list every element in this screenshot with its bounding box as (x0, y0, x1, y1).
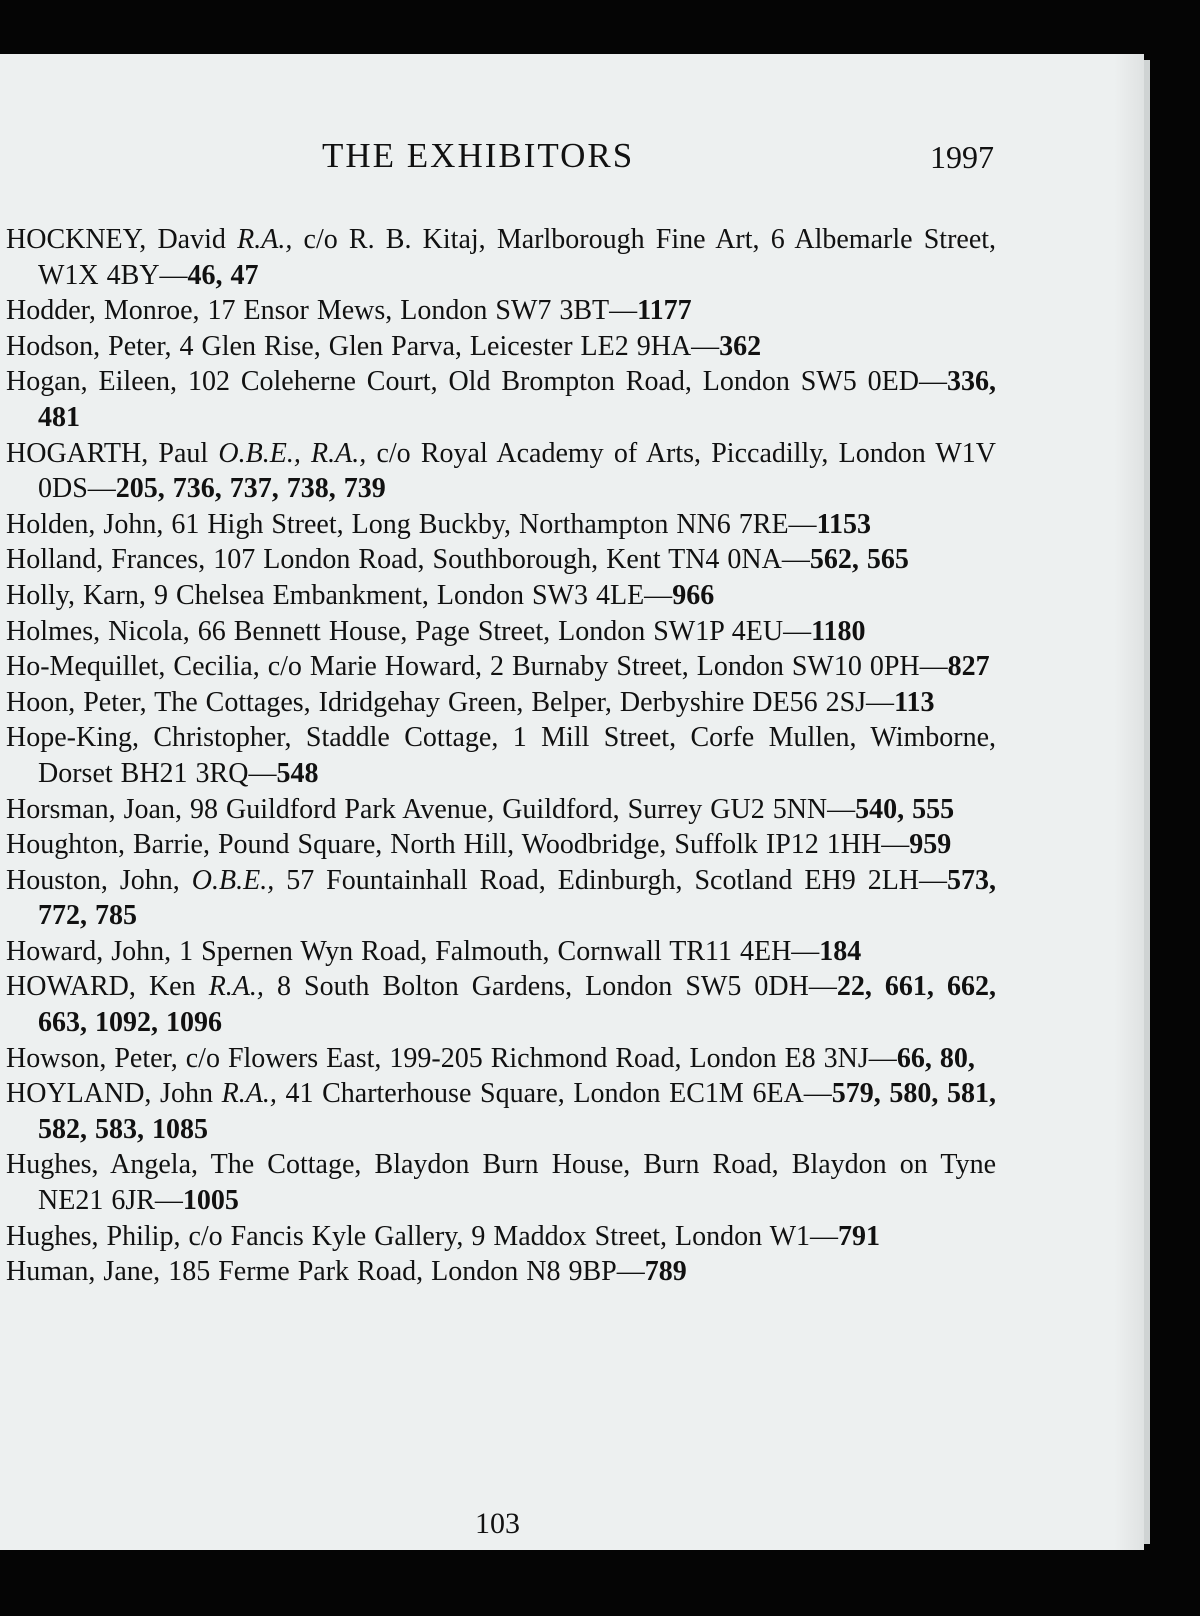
exhibitor-honours: R.A., (221, 1078, 277, 1110)
exhibitor-name: Holly, Karn, (6, 579, 146, 611)
exhibitor-address: 185 Ferme Park Road, London N8 9BP— (168, 1256, 645, 1288)
exhibitor-address: c/o Fancis Kyle Gallery, 9 Maddox Street, London W1— (188, 1220, 839, 1252)
exhibitor-honours: R.A., (237, 224, 293, 255)
catalogue-numbers: 184 (819, 935, 862, 967)
catalogue-numbers: 1177 (637, 295, 692, 327)
exhibitor-list (6, 222, 996, 1290)
exhibitor-entry (6, 934, 996, 970)
exhibitor-entry (6, 364, 996, 435)
exhibitor-entry (6, 1041, 996, 1077)
page-edge (1144, 60, 1150, 1544)
catalogue-numbers: 966 (672, 579, 715, 611)
exhibitor-name: Hodson, Peter, (6, 330, 172, 362)
exhibitor-address: 66 Bennett House, Page Street, London SW1P 4EU— (197, 615, 812, 647)
exhibitor-entry (6, 542, 996, 578)
exhibitor-address: Pound Square, North Hill, Woodbridge, Suffolk IP12 1HH— (217, 829, 910, 861)
catalogue-numbers: 362 (719, 330, 762, 362)
exhibitor-entry (6, 614, 996, 650)
exhibitor-entry (6, 293, 996, 329)
exhibitor-name: HOWARD, Ken (6, 971, 196, 1003)
catalogue-numbers: 562, 565 (809, 544, 909, 576)
catalogue-numbers: 791 (838, 1220, 881, 1252)
exhibitor-honours: O.B.E., R.A., (218, 437, 367, 469)
exhibitor-name: HOCKNEY, David (6, 224, 226, 255)
exhibitor-name: Hoon, Peter, (6, 686, 147, 718)
book-page (0, 54, 1144, 1550)
catalogue-numbers: 579, 580, 581, 582, 583, 1085 (38, 1078, 997, 1145)
catalogue-numbers: 46, 47 (187, 259, 259, 291)
exhibitor-name: Howson, Peter, (6, 1042, 178, 1074)
exhibitor-name: Hughes, Angela, (6, 1149, 198, 1181)
catalogue-numbers: 573, 772, 785 (38, 864, 997, 932)
catalogue-numbers: 66, 80, (896, 1042, 975, 1074)
exhibitor-entry (6, 507, 996, 543)
exhibitor-name: Howard, John, (6, 935, 172, 967)
exhibitor-address: 4 Glen Rise, Glen Parva, Leicester LE2 9HA— (179, 330, 720, 362)
exhibitor-address: 41 Charterhouse Square, London EC1M 6EA— (285, 1078, 832, 1110)
catalogue-numbers: 548 (276, 757, 319, 789)
exhibitor-address: c/o R. B. Kitaj, Marlborough Fine Art, 6 Albemarle Street, W1X 4BY— (38, 224, 997, 291)
exhibitor-name: Holmes, Nicola, (6, 615, 190, 647)
exhibitor-name: HOGARTH, Paul (6, 437, 209, 469)
exhibitor-entry (6, 827, 996, 863)
exhibitor-name: Hughes, Philip, (6, 1220, 181, 1252)
catalogue-numbers: 22, 661, 662, 663, 1092, 1096 (38, 971, 997, 1039)
exhibitor-address: 107 London Road, Southborough, Kent TN4 0NA— (213, 544, 810, 576)
exhibitor-address: Staddle Cottage, 1 Mill Street, Corfe Mullen, Wimborne, Dorset BH21 3RQ— (38, 722, 997, 789)
exhibitor-name: Horsman, Joan, (6, 793, 182, 825)
exhibitor-honours: O.B.E., (191, 864, 275, 896)
exhibitor-entry (6, 578, 996, 614)
exhibitor-entry (6, 222, 996, 293)
exhibitor-entry (6, 863, 996, 934)
exhibitor-entry (6, 329, 996, 365)
section-title: THE EXHIBITORS (322, 136, 635, 175)
exhibitor-entry (6, 1219, 996, 1255)
exhibitor-name: Hope-King, Christopher, (6, 722, 292, 754)
exhibitor-entry (6, 436, 996, 507)
catalogue-numbers: 336, 481 (38, 366, 996, 433)
exhibitor-entry (6, 1147, 996, 1218)
exhibitor-entry (6, 1254, 996, 1290)
exhibitor-entry (6, 969, 996, 1040)
exhibitor-name: Ho-Mequillet, Cecilia, (6, 651, 260, 683)
exhibitor-address: c/o Marie Howard, 2 Burnaby Street, London SW10 0PH— (267, 651, 948, 683)
exhibitor-address: 8 South Bolton Gardens, London SW5 0DH— (276, 971, 837, 1003)
exhibitor-name: Hogan, Eileen, (6, 366, 178, 398)
exhibitor-address: The Cottages, Idridgehay Green, Belper, Derbyshire DE56 2SJ— (154, 686, 895, 718)
exhibitor-address: 61 High Street, Long Buckby, Northampton NN6 7RE— (171, 508, 817, 540)
exhibitor-name: Houghton, Barrie, (6, 829, 210, 861)
exhibitor-entry (6, 649, 996, 685)
exhibitor-address: 98 Guildford Park Avenue, Guildford, Surrey GU2 5NN— (189, 793, 856, 825)
catalogue-year: 1997 (930, 139, 994, 175)
exhibitor-name: HOYLAND, John (6, 1078, 213, 1110)
catalogue-numbers: 205, 736, 737, 738, 739 (115, 473, 386, 505)
exhibitor-name: Human, Jane, (6, 1256, 161, 1288)
exhibitor-address: 102 Coleherne Court, Old Brompton Road, London SW5 0ED— (187, 366, 947, 398)
running-head (0, 136, 1000, 176)
exhibitor-address: c/o Flowers East, 199-205 Richmond Road, London E8 3NJ— (185, 1042, 897, 1074)
exhibitor-address: 9 Chelsea Embankment, London SW3 4LE— (153, 579, 673, 611)
exhibitor-entry (6, 1076, 996, 1147)
exhibitor-entry (6, 792, 996, 828)
catalogue-numbers: 1005 (182, 1185, 239, 1217)
catalogue-numbers: 789 (644, 1256, 687, 1288)
exhibitor-address: 17 Ensor Mews, London SW7 3BT— (207, 295, 638, 327)
exhibitor-name: Hodder, Monroe, (6, 295, 200, 327)
catalogue-numbers: 1153 (816, 508, 872, 540)
exhibitor-entry (6, 685, 996, 721)
exhibitor-entry (6, 720, 996, 791)
exhibitor-address: c/o Royal Academy of Arts, Piccadilly, London W1V 0DS— (38, 437, 997, 505)
exhibitor-name: Houston, John, (6, 864, 180, 896)
exhibitor-address: 1 Spernen Wyn Road, Falmouth, Cornwall TR11 4EH— (179, 935, 820, 967)
catalogue-numbers: 113 (894, 686, 935, 718)
exhibitor-address: 57 Fountainhall Road, Edinburgh, Scotland EH9 2LH— (286, 864, 948, 896)
exhibitor-honours: R.A., (208, 971, 264, 1003)
catalogue-numbers: 959 (909, 829, 952, 861)
page-number: 103 (475, 1507, 520, 1540)
exhibitor-name: Holden, John, (6, 508, 164, 540)
catalogue-numbers: 827 (947, 651, 990, 683)
catalogue-numbers: 1180 (811, 615, 866, 647)
catalogue-numbers: 540, 555 (855, 793, 955, 825)
exhibitor-name: Holland, Frances, (6, 544, 206, 576)
exhibitor-address: The Cottage, Blaydon Burn House, Burn Road, Blaydon on Tyne NE21 6JR— (38, 1149, 996, 1217)
